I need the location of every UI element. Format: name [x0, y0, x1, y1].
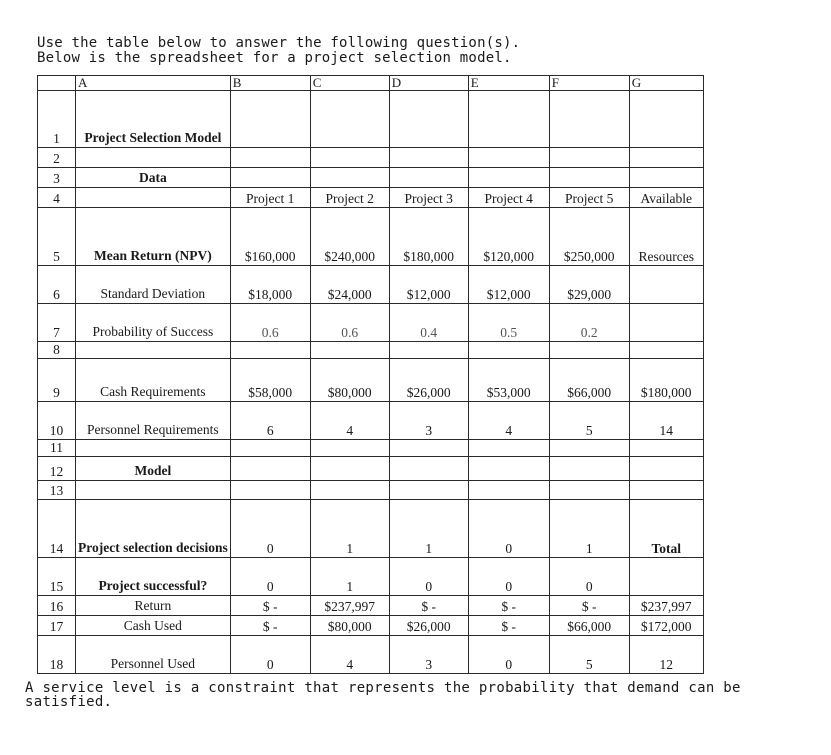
row-number: 6 [38, 266, 76, 304]
row-number: 18 [38, 636, 76, 674]
row-10 [38, 402, 704, 440]
column-header-g: G [629, 76, 703, 91]
question-statement: A service level is a constraint that represents the probability that demand can be satisfied. [25, 680, 741, 710]
column-header-row [38, 76, 704, 91]
value-cell: $26,000 [389, 616, 468, 636]
resources-label: Resources [629, 208, 703, 266]
value-cell: $ - [468, 616, 549, 636]
row-number: 5 [38, 208, 76, 266]
row-16 [38, 596, 704, 616]
row-18 [38, 636, 704, 674]
value-cell: $12,000 [389, 266, 468, 304]
row-7 [38, 304, 704, 342]
row-number: 9 [38, 359, 76, 402]
value-cell: 0 [389, 558, 468, 596]
total-label: Total [629, 500, 703, 558]
value-cell: 4 [310, 636, 389, 674]
available-personnel: 14 [629, 402, 703, 440]
value-cell: 0 [468, 558, 549, 596]
row-14 [38, 500, 704, 558]
section-model-label: Model [76, 457, 231, 481]
row-number: 10 [38, 402, 76, 440]
section-data-label: Data [76, 168, 231, 188]
decision-cell: 1 [549, 500, 629, 558]
value-cell: 4 [310, 402, 389, 440]
value-cell: $66,000 [549, 616, 629, 636]
value-cell: 1 [310, 558, 389, 596]
row-number: 2 [38, 148, 76, 168]
instruction-line-1: Use the table below to answer the following question(s). [37, 35, 521, 51]
value-cell: $ - [230, 596, 310, 616]
row-number: 4 [38, 188, 76, 208]
value-cell: 5 [549, 636, 629, 674]
column-header-f: F [549, 76, 629, 91]
value-cell: 4 [468, 402, 549, 440]
row-number: 14 [38, 500, 76, 558]
row-3 [38, 168, 704, 188]
value-cell: $240,000 [310, 208, 389, 266]
column-header-c: C [310, 76, 389, 91]
value-cell: $29,000 [549, 266, 629, 304]
row-1 [38, 91, 704, 148]
corner-cell [38, 76, 76, 91]
value-cell: 0.6 [230, 304, 310, 342]
column-header-b: B [230, 76, 310, 91]
value-cell: $53,000 [468, 359, 549, 402]
row-label: Project successful? [76, 558, 231, 596]
value-cell: $58,000 [230, 359, 310, 402]
column-header-e: E [468, 76, 549, 91]
value-cell: $18,000 [230, 266, 310, 304]
value-cell: $24,000 [310, 266, 389, 304]
value-cell: $80,000 [310, 359, 389, 402]
row-label: Personnel Requirements [76, 402, 231, 440]
row-4 [38, 188, 704, 208]
available-cash: $180,000 [629, 359, 703, 402]
instructions [37, 36, 520, 66]
value-cell: 5 [549, 402, 629, 440]
value-cell: 0 [230, 636, 310, 674]
row-number: 7 [38, 304, 76, 342]
row-label: Probability of Success [76, 304, 231, 342]
value-cell: $160,000 [230, 208, 310, 266]
value-cell: 3 [389, 402, 468, 440]
value-cell: $ - [389, 596, 468, 616]
row-number: 12 [38, 457, 76, 481]
value-cell: $250,000 [549, 208, 629, 266]
row-15 [38, 558, 704, 596]
row-label: Mean Return (NPV) [76, 208, 231, 266]
value-cell: 0 [230, 558, 310, 596]
value-cell: $26,000 [389, 359, 468, 402]
value-cell: $80,000 [310, 616, 389, 636]
row-2 [38, 148, 704, 168]
project-5-header: Project 5 [549, 188, 629, 208]
row-5 [38, 208, 704, 266]
value-cell: 0 [468, 636, 549, 674]
value-cell: $237,997 [310, 596, 389, 616]
value-cell: 3 [389, 636, 468, 674]
total-personnel-used: 12 [629, 636, 703, 674]
project-4-header: Project 4 [468, 188, 549, 208]
value-cell: 0.4 [389, 304, 468, 342]
row-17 [38, 616, 704, 636]
project-selection-spreadsheet [37, 75, 704, 674]
row-number: 8 [38, 342, 76, 359]
value-cell: 6 [230, 402, 310, 440]
value-cell: $ - [549, 596, 629, 616]
row-label: Personnel Used [76, 636, 231, 674]
row-11 [38, 440, 704, 457]
row-number: 17 [38, 616, 76, 636]
decision-cell: 0 [468, 500, 549, 558]
column-header-d: D [389, 76, 468, 91]
value-cell: $ - [468, 596, 549, 616]
row-8 [38, 342, 704, 359]
model-title: Project Selection Model [76, 91, 231, 148]
total-return: $237,997 [629, 596, 703, 616]
row-13 [38, 481, 704, 500]
row-number: 13 [38, 481, 76, 500]
row-9 [38, 359, 704, 402]
value-cell: $180,000 [389, 208, 468, 266]
total-cash-used: $172,000 [629, 616, 703, 636]
value-cell: 0.6 [310, 304, 389, 342]
value-cell: $66,000 [549, 359, 629, 402]
row-number: 16 [38, 596, 76, 616]
decision-cell: 0 [230, 500, 310, 558]
row-number: 11 [38, 440, 76, 457]
row-label: Project selection decisions [76, 500, 231, 558]
value-cell: 0.2 [549, 304, 629, 342]
row-label: Standard Deviation [76, 266, 231, 304]
row-label: Return [76, 596, 231, 616]
row-6 [38, 266, 704, 304]
row-number: 3 [38, 168, 76, 188]
value-cell: $120,000 [468, 208, 549, 266]
value-cell: $ - [230, 616, 310, 636]
decision-cell: 1 [389, 500, 468, 558]
value-cell: 0.5 [468, 304, 549, 342]
available-header: Available [629, 188, 703, 208]
row-number: 1 [38, 91, 76, 148]
row-label: Cash Requirements [76, 359, 231, 402]
project-3-header: Project 3 [389, 188, 468, 208]
project-2-header: Project 2 [310, 188, 389, 208]
value-cell: 0 [549, 558, 629, 596]
row-number: 15 [38, 558, 76, 596]
row-12 [38, 457, 704, 481]
project-1-header: Project 1 [230, 188, 310, 208]
row-label: Cash Used [76, 616, 231, 636]
column-header-a: A [76, 76, 231, 91]
instruction-line-2: Below is the spreadsheet for a project selection model. [37, 50, 512, 66]
decision-cell: 1 [310, 500, 389, 558]
value-cell: $12,000 [468, 266, 549, 304]
